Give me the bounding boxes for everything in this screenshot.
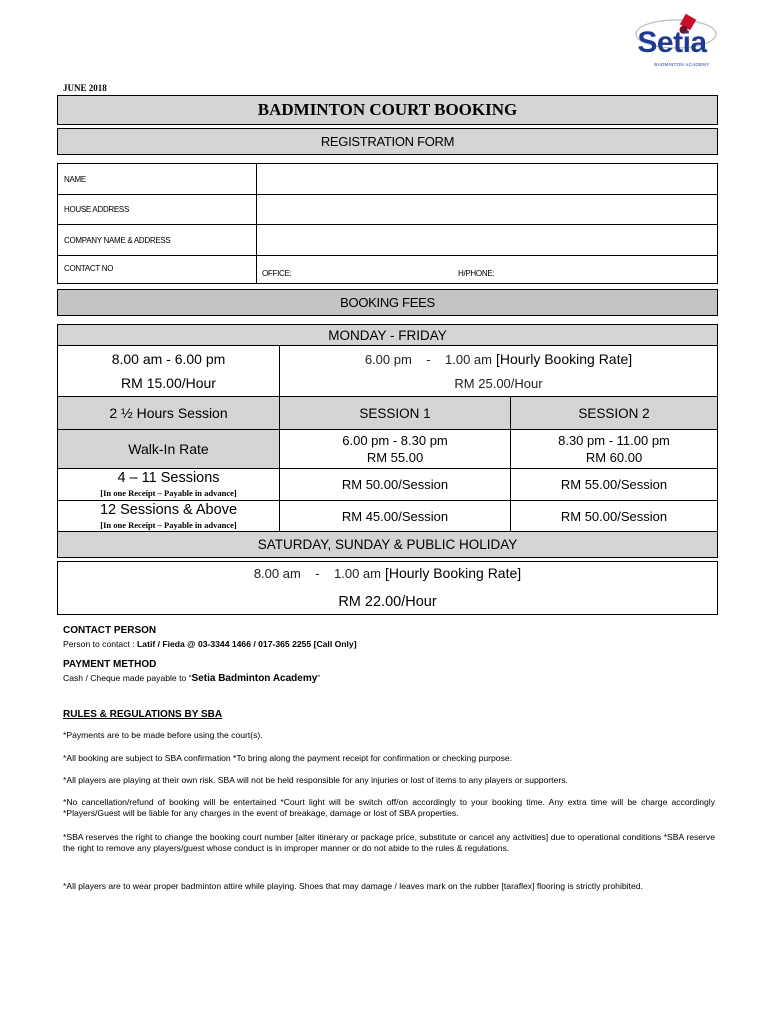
pkg1-s2-price: RM 55.00/Session xyxy=(560,477,668,492)
name-label: NAME xyxy=(64,175,86,184)
night-time-range: 6.00 pm - 1.00 am xyxy=(364,351,492,367)
weekend-time-suffix: [Hourly Booking Rate] xyxy=(384,565,522,581)
payment-prefix: Cash / Cheque made payable to “ xyxy=(63,673,192,683)
rules-heading: RULES & REGULATIONS BY SBA xyxy=(63,709,223,720)
contact-label: CONTACT NO xyxy=(64,264,114,273)
weekend-fees-table xyxy=(57,561,718,615)
weekend-header: SATURDAY, SUNDAY & PUBLIC HOLIDAY xyxy=(57,531,718,558)
payment-suffix: ” xyxy=(317,673,321,683)
payment-heading: PAYMENT METHOD xyxy=(63,659,157,670)
contact-prefix: Person to contact : xyxy=(63,639,138,649)
weekday-header: MONDAY - FRIDAY xyxy=(58,325,717,345)
address-field[interactable] xyxy=(257,195,717,224)
company-label: COMPANY NAME & ADDRESS xyxy=(64,236,171,245)
contact-detail: Latif / Fieda @ 03-3344 1466 / 017-365 2255 [Call Only] xyxy=(137,639,357,649)
logo-subtitle: BADMINTON ACADEMY xyxy=(654,62,710,67)
pkg2-note: [In one Receipt – Payable in advance] xyxy=(100,519,237,530)
walkin-s2-price: RM 60.00 xyxy=(585,450,643,465)
company-field[interactable] xyxy=(257,225,717,255)
walkin-s1-time: 6.00 pm - 8.30 pm xyxy=(342,433,448,448)
walkin-s1-price: RM 55.00 xyxy=(366,450,424,465)
rule-item: *All players are to wear proper badminton attire while playing. Shoes that may damage / leaves mark on the rubber [taraflex] flooring is strictly prohibited. xyxy=(63,881,643,891)
weekday-fees-table xyxy=(57,324,718,532)
contact-heading: CONTACT PERSON xyxy=(63,625,157,636)
booking-fees-header: BOOKING FEES xyxy=(57,289,718,316)
hphone-field[interactable] xyxy=(503,256,717,283)
office-field[interactable] xyxy=(298,256,448,283)
pkg1-s1-price: RM 50.00/Session xyxy=(341,477,449,492)
hphone-label: H/PHONE: xyxy=(458,269,495,278)
weekend-time-range: 8.00 am - 1.00 am xyxy=(253,565,381,581)
walkin-label: Walk-In Rate xyxy=(58,430,279,468)
pkg2-s1-price: RM 45.00/Session xyxy=(341,509,449,524)
night-time xyxy=(280,348,717,370)
payment-payee: Setia Badminton Academy xyxy=(191,673,318,684)
day-time: 8.00 am - 6.00 pm xyxy=(111,351,226,367)
registration-form xyxy=(57,163,718,284)
form-date: JUNE 2018 xyxy=(63,83,107,93)
contact-line xyxy=(63,639,357,649)
night-rate: RM 25.00/Hour xyxy=(454,375,543,391)
day-rate: RM 15.00/Hour xyxy=(121,375,216,391)
weekend-rate: RM 22.00/Hour xyxy=(338,594,437,610)
form-subtitle: REGISTRATION FORM xyxy=(57,128,718,155)
office-label: OFFICE: xyxy=(262,269,292,278)
address-label: HOUSE ADDRESS xyxy=(64,205,130,214)
session1-header: SESSION 1 xyxy=(280,397,510,429)
pkg2-s2-price: RM 50.00/Session xyxy=(560,509,668,524)
payment-line xyxy=(63,673,320,684)
rule-item: *All players are playing at their own risk. SBA will not be held responsible for any injuries or lost of items to any players or supporters. xyxy=(63,775,568,785)
rule-item: *No cancellation/refund of booking will be entertained *Court light will be switch off/on accordingly to your booking time. Any extra time will be charge accordingly *Players/Guest will be liable for any charges in the event of breakage, damage or lost of SBA properties. xyxy=(63,797,715,818)
pkg1-label: 4 – 11 Sessions xyxy=(117,470,220,486)
session-label: 2 ½ Hours Session xyxy=(58,397,279,429)
walkin-s2-time: 8.30 pm - 11.00 pm xyxy=(558,433,670,448)
pkg1-note: [In one Receipt – Payable in advance] xyxy=(100,487,237,498)
name-field[interactable] xyxy=(257,164,717,194)
night-time-suffix: [Hourly Booking Rate] xyxy=(495,351,633,367)
setia-logo xyxy=(624,12,720,72)
page-title: BADMINTON COURT BOOKING xyxy=(57,95,718,125)
weekend-time xyxy=(58,563,717,583)
pkg2-label: 12 Sessions & Above xyxy=(99,502,238,518)
rule-item: *All booking are subject to SBA confirmation *To bring along the payment receipt for confirmation or checking purpose. xyxy=(63,753,513,763)
rule-item: *Payments are to be made before using the court(s). xyxy=(63,730,263,740)
session2-header: SESSION 2 xyxy=(511,397,717,429)
logo-brand: Setia xyxy=(637,26,707,59)
rule-item: *SBA reserves the right to change the booking court number [alter itinerary or package price, substitute or cancel any activities] due to operational conditions *SBA reserve the right to remove any players/guest whose conduct is in improper manner or do not abide to the rules & regulations. xyxy=(63,832,715,853)
